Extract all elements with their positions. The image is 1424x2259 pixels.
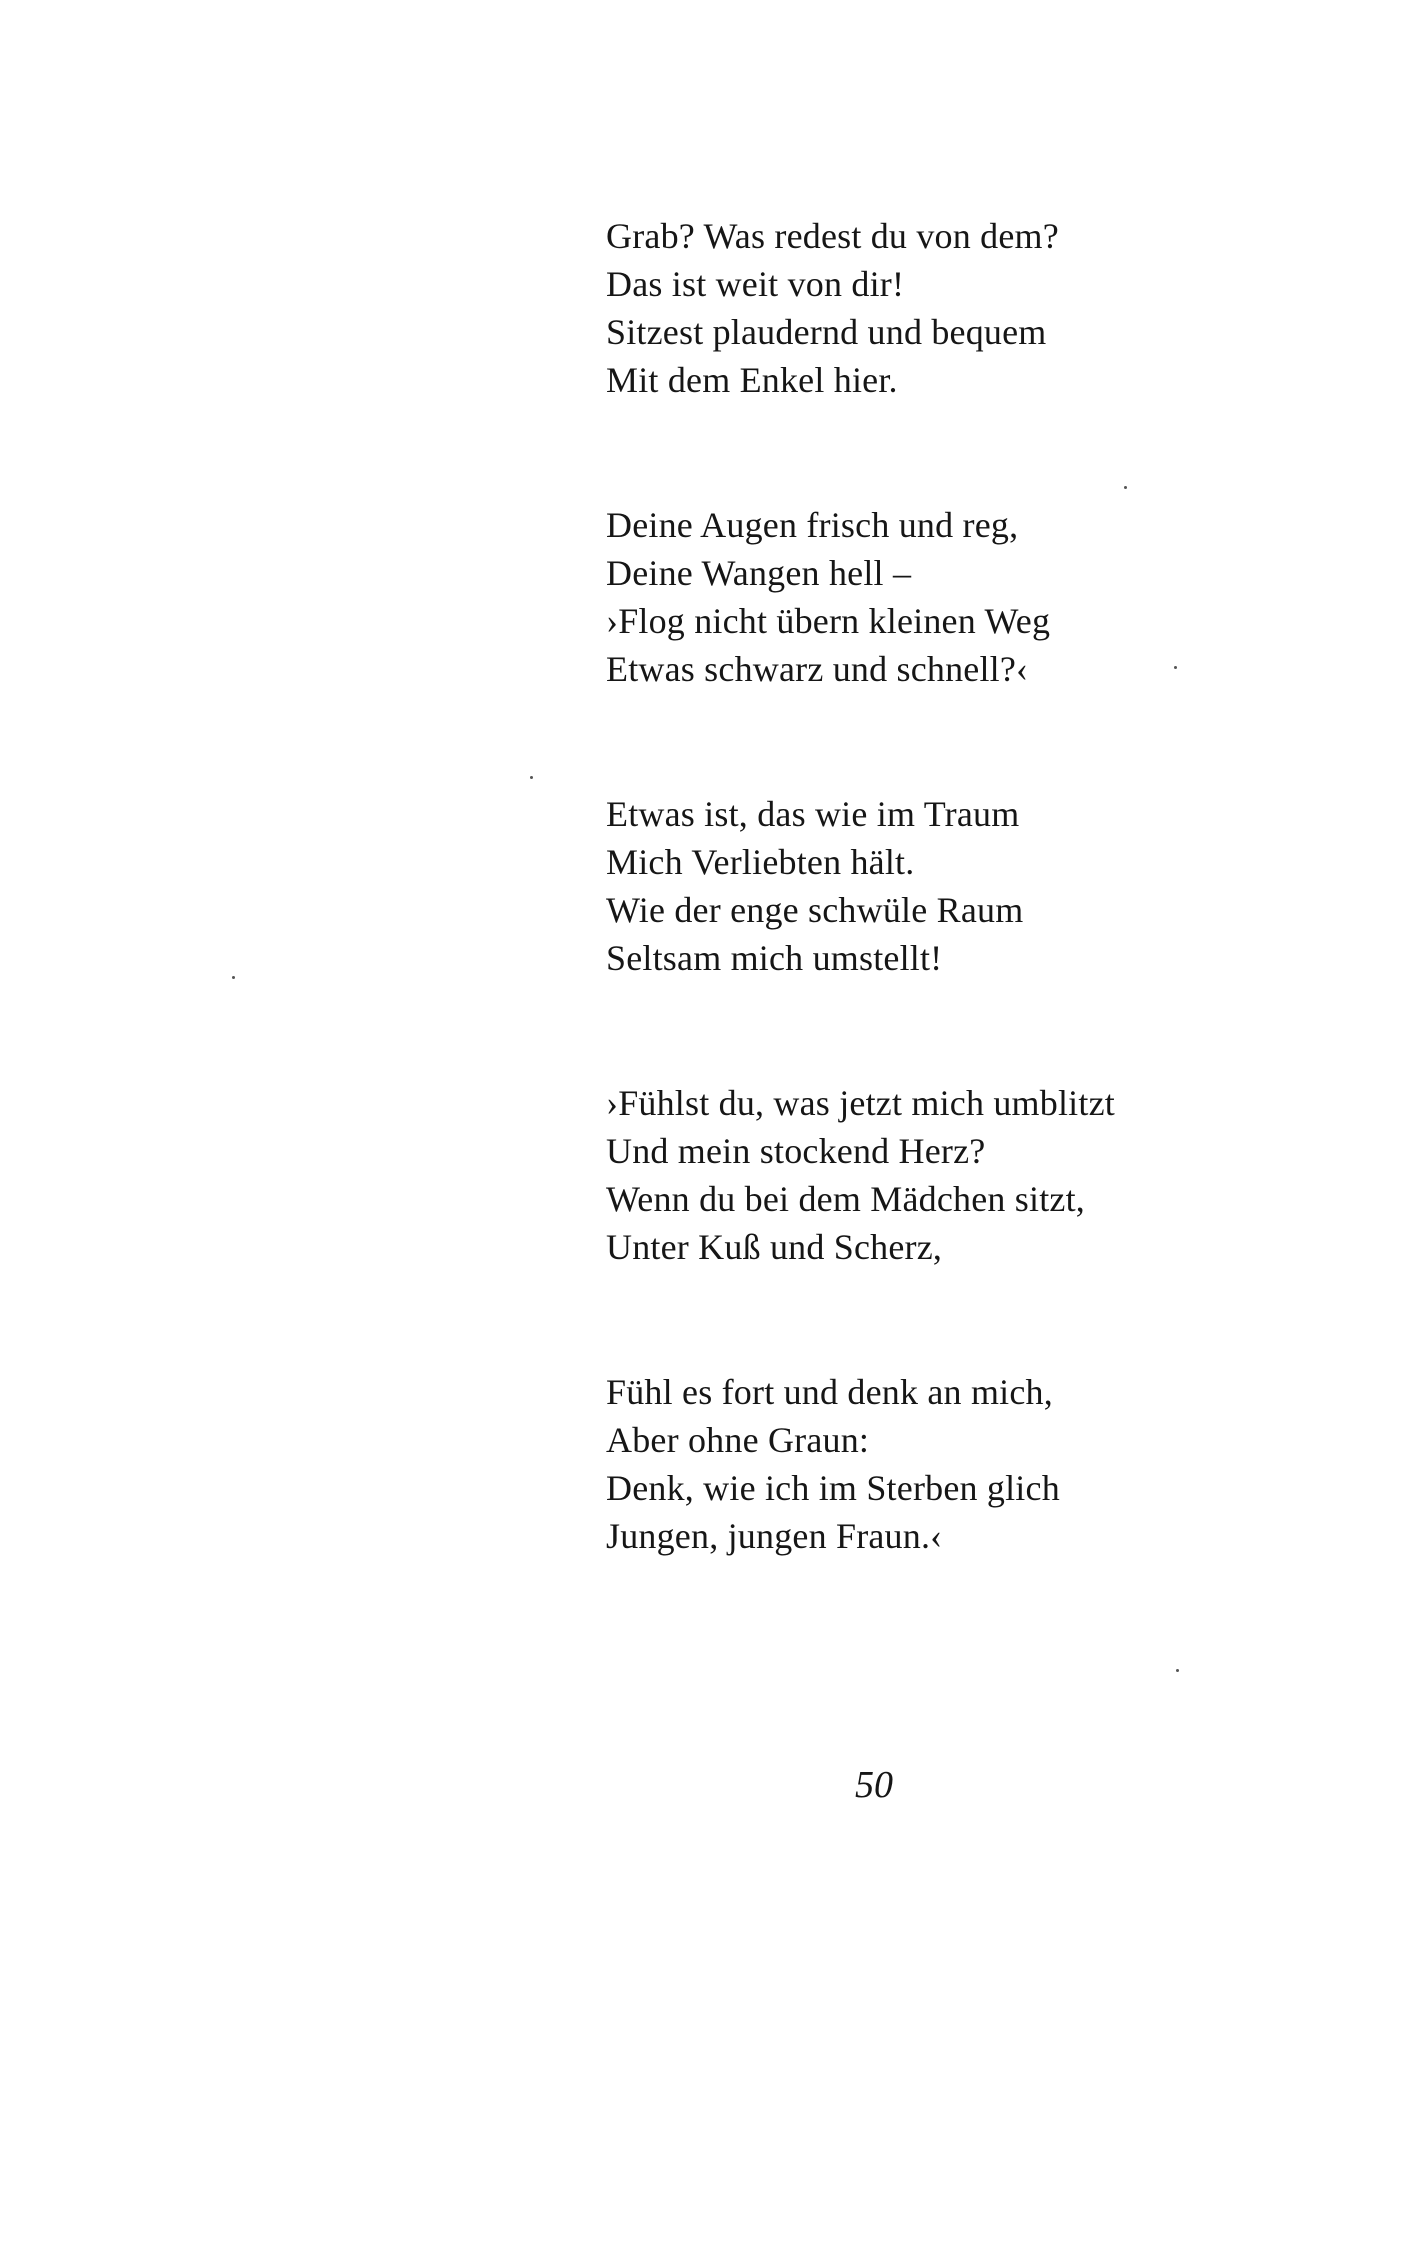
poem-line: ›Fühlst du, was jetzt mich umblitzt (606, 1083, 1115, 1123)
poem-line: Unter Kuß und Scherz, (606, 1227, 943, 1267)
poem-line: Aber ohne Graun: (606, 1420, 870, 1460)
stanza-3 (606, 790, 1306, 982)
poem-line: Etwas schwarz und schnell?‹ (606, 649, 1029, 689)
poem-line: Deine Wangen hell – (606, 553, 912, 593)
scan-speck (232, 976, 235, 979)
scan-speck (530, 776, 533, 779)
stanza-2 (606, 501, 1306, 693)
poem-line: Deine Augen frisch und reg, (606, 505, 1019, 545)
poem-line: Grab? Was redest du von dem? (606, 216, 1059, 256)
poem (606, 212, 1306, 1657)
stanza-5 (606, 1368, 1306, 1560)
poem-line: Sitzest plaudernd und bequem (606, 312, 1047, 352)
poem-line: Fühl es fort und denk an mich, (606, 1372, 1053, 1412)
poem-line: Mit dem Enkel hier. (606, 360, 898, 400)
stanza-1 (606, 212, 1306, 404)
poem-line: Mich Verliebten hält. (606, 842, 915, 882)
page-number: 50 (855, 1764, 893, 1806)
poem-line: Etwas ist, das wie im Traum (606, 794, 1020, 834)
poem-line: Denk, wie ich im Sterben glich (606, 1468, 1060, 1508)
scan-speck (1124, 486, 1127, 489)
poem-line: Das ist weit von dir! (606, 264, 905, 304)
poem-line: Seltsam mich umstellt! (606, 938, 943, 978)
poem-line: ›Flog nicht übern kleinen Weg (606, 601, 1051, 641)
scan-speck (1174, 666, 1177, 669)
poem-line: Wenn du bei dem Mädchen sitzt, (606, 1179, 1085, 1219)
scan-speck (1176, 1669, 1179, 1672)
poem-line: Und mein stockend Herz? (606, 1131, 986, 1171)
stanza-4 (606, 1079, 1306, 1271)
poem-line: Jungen, jungen Fraun.‹ (606, 1516, 943, 1556)
poem-line: Wie der enge schwüle Raum (606, 890, 1024, 930)
